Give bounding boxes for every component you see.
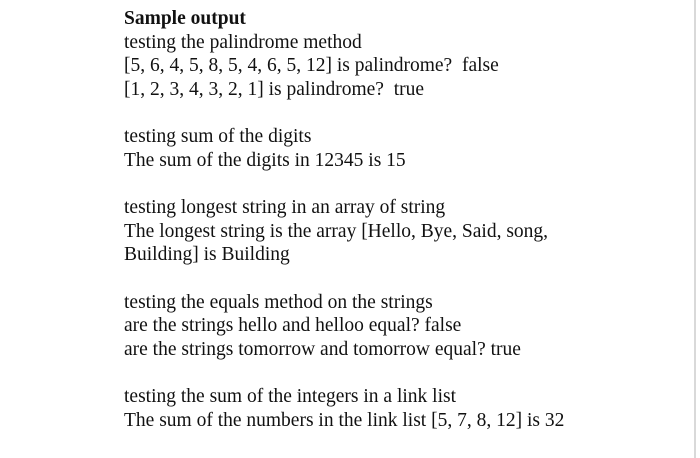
- text-line: testing the palindrome method: [124, 31, 362, 53]
- section-longest-string: [124, 196, 684, 267]
- text-line: testing sum of the digits: [124, 126, 312, 147]
- text-line: Building] is Building: [124, 244, 290, 265]
- text-line: [1, 2, 3, 4, 3, 2, 1] is palindrome? true: [124, 78, 425, 100]
- text-line: are the strings tomorrow and tomorrow equal? true: [124, 338, 521, 360]
- text-line: testing longest string in an array of string: [124, 197, 446, 218]
- text-line: The sum of the digits in 12345 is 15: [124, 149, 406, 171]
- section-palindrome: [124, 31, 684, 102]
- text-line: testing the equals method on the strings: [124, 291, 433, 313]
- page-edge-divider: [694, 0, 696, 458]
- text-line: testing the sum of the integers in a link list: [124, 386, 456, 407]
- text-line: are the strings hello and helloo equal? false: [124, 315, 462, 336]
- text-line: The longest string is the array [Hello, Bye, Said, song,: [124, 220, 549, 242]
- section-link-list-sum: [124, 385, 684, 432]
- heading-sample-output: Sample output: [124, 8, 246, 29]
- text-line: The sum of the numbers in the link list [5, 7, 8, 12] is 32: [124, 409, 565, 431]
- section-sum-of-digits: [124, 125, 684, 172]
- text-line: [5, 6, 4, 5, 8, 5, 4, 6, 5, 12] is palindrome? false: [124, 55, 499, 76]
- sample-output-block: [124, 7, 684, 432]
- section-equals-method: [124, 291, 684, 362]
